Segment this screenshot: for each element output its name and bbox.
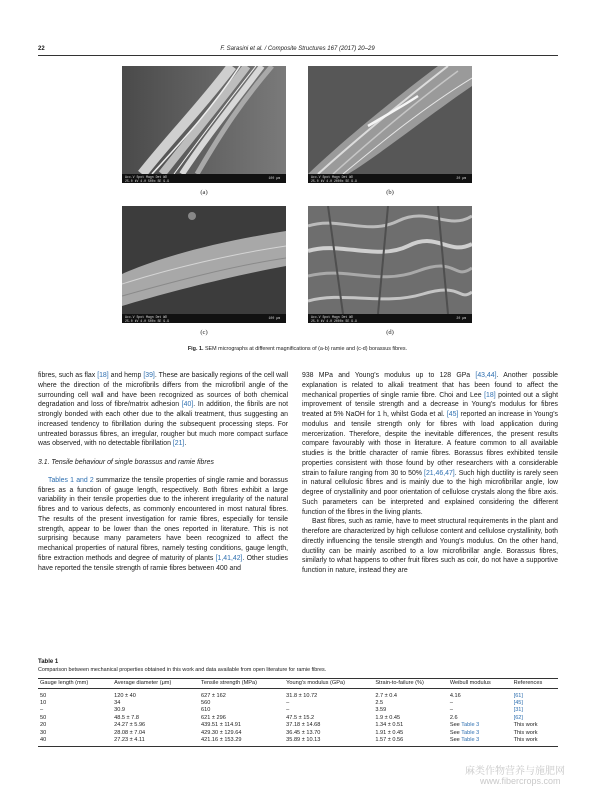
- section-heading: 3.1. Tensile behaviour of single borassus and ramie fibres: [38, 459, 214, 466]
- sem-image-c: Acc.V Spot Magn Det WD 25.0 kV 4.0 500x SE 9.9 100 μm: [122, 206, 286, 323]
- table-cell: 2.5: [375, 700, 384, 707]
- table-cell: 30: [40, 729, 47, 736]
- citation-link[interactable]: [1,41,42]: [215, 554, 243, 562]
- table-1: [38, 678, 558, 747]
- paragraph: Tables 1 and 2 summarize the tensile properties of single ramie and borassus fibres as a function of gauge length, respectively. Both fibres exhibit a large variability in their tensile properties due to the inherent irregularity of the natural fibres and to various defects, as commonly encountered in most natural fibres. The results of the present investigation for ramie fibres, especially for tensile strength, appear to be lower than the ones reported in literature. This is not surprising because many parameters have been recognized to affect the mechanical properties of natural fibres, namely testing conditions, gauge length, fibre extraction methods and degree of maturity of plants [1,41,42]. Other studies have reported the tensile strength of ramie fibres between 400 and: [38, 476, 289, 572]
- table-caption: Comparison between mechanical properties obtained in this work and data available from open literature for ramie fibres.: [38, 667, 327, 673]
- citation-link[interactable]: [40]: [181, 401, 194, 409]
- table-cell: 48.5 ± 7.8: [114, 714, 139, 721]
- table-cell: 30.9: [114, 707, 125, 714]
- table-header-cell: Young’s modulus (GPa): [284, 679, 373, 689]
- table-cell: This work: [513, 722, 538, 729]
- table-cell: This work: [512, 736, 558, 746]
- table-header-cell: Tensile strength (MPa): [199, 679, 284, 689]
- citation-link[interactable]: [21,46,47]: [424, 469, 455, 477]
- scale-bar-label: 100 μm: [268, 176, 280, 180]
- table-cell: 47.5 ± 15.2: [286, 714, 315, 721]
- citation-link[interactable]: [45]: [446, 411, 459, 418]
- table-cell: 4.16: [449, 692, 461, 699]
- scale-bar-label: 100 μm: [268, 316, 280, 320]
- figure-caption: Fig. 1. SEM micrographs at different magnifications of (a-b) ramie and (c-d) borassus fibres.: [187, 346, 408, 352]
- panel-label-d: (d): [386, 329, 394, 336]
- table-reference-link[interactable]: [31]: [513, 707, 523, 714]
- table-cell: –: [40, 707, 44, 714]
- table-row: [38, 736, 558, 746]
- scale-bar-label: 20 μm: [456, 176, 466, 180]
- table-cell: 20: [40, 722, 47, 729]
- panel-label-a: (a): [200, 189, 208, 196]
- table-cell: 35.89 ± 10.13: [284, 736, 373, 746]
- paragraph: 938 MPa and Young’s modulus up to 128 GPa [43,44]. Another possible explanation is related to alkali treatment that has been found to affect the mechanical properties of single ramie fibre. Choi and Lee [18] pointed out a slight improvement of tensile strength and a decrease in Young’s modulus for fibres treated at 5% NaOH for 1 h, whilst Goda et al. [45] reported an increase in Young’s modulus and tensile strength only for fibres with load application during mercerization. Therefore, despite the inevitable differences, the present results compare favourably with those in literature. A feature common to all available studies is the brittle character of ramie fibres. Borassus fibres exhibited tensile properties consistent with those found by other researchers with a considerable strain to failure ranging from 30 to 50% [21,46,47]. Such high ductility is rarely seen in natural cellulosic fibres and is mainly due to the high microfibrillar angle, low degree of crystallinity and poor orientation of cellulose crystals along the fibre axis. Such parameters can be interpreted and explained considering the different function of the fibres in the living plants.: [302, 372, 559, 516]
- table-cell: 1.91 ± 0.45: [375, 729, 404, 736]
- table-cell: 421.16 ± 153.29: [199, 736, 284, 746]
- table-cell: 10: [40, 700, 47, 707]
- scale-bar-label: 20 μm: [456, 316, 466, 320]
- table-cell: 627 ± 162: [201, 692, 226, 699]
- table-cell: See Table 3: [449, 722, 480, 729]
- table-cell: 50: [40, 692, 47, 699]
- table-header-row: [38, 679, 558, 689]
- watermark-text: 麻类作物营养与施肥网: [465, 766, 565, 777]
- table-title: Table 1: [38, 659, 59, 665]
- table-reference-link[interactable]: [62]: [513, 714, 523, 721]
- table-cell: –: [449, 707, 453, 714]
- right-column: [302, 371, 558, 576]
- citation-link[interactable]: Tables 1 and 2: [48, 476, 94, 484]
- table-cell: 24.27 ± 5.96: [114, 722, 146, 729]
- table-header-cell: Average diameter (μm): [112, 679, 199, 689]
- table-row: [38, 699, 558, 706]
- header-rule: [38, 55, 558, 56]
- table-cell: 560: [201, 700, 211, 707]
- table-cell: 3.59: [375, 707, 387, 714]
- table-cell: 36.45 ± 13.70: [286, 729, 321, 736]
- panel-label-c: (c): [200, 329, 208, 336]
- table-link[interactable]: Table 3: [461, 722, 480, 729]
- table-cell: 1.57 ± 0.56: [373, 736, 448, 746]
- panel-label-b: (b): [386, 189, 394, 196]
- sem-image-b: Acc.V Spot Magn Det WD 25.0 kV 4.0 2000x SE 9.9 20 μm: [308, 66, 472, 183]
- table-cell: 621 ± 296: [201, 714, 226, 721]
- table-reference-link[interactable]: [45]: [513, 700, 523, 707]
- table-cell: See Table 3: [449, 729, 480, 736]
- table-cell: See Table 3: [448, 736, 512, 746]
- citation-link[interactable]: [18]: [484, 391, 496, 399]
- table-cell: 429.30 ± 129.64: [201, 729, 242, 736]
- sem-image-a: Acc.V Spot Magn Det WD 25.0 kV 4.0 500x SE 9.9 100 μm: [122, 66, 286, 183]
- citation-link[interactable]: [39]: [143, 372, 155, 379]
- table-row: [38, 689, 558, 700]
- table-cell: 28.08 ± 7.04: [114, 729, 146, 736]
- table-reference-link[interactable]: [61]: [513, 692, 523, 699]
- table-cell: 50: [40, 714, 47, 721]
- page-number: 22: [38, 46, 45, 52]
- table-link[interactable]: Table 3: [461, 737, 480, 744]
- table-cell: 37.18 ± 14.68: [286, 722, 321, 729]
- citation-link[interactable]: [18]: [97, 372, 109, 379]
- table-cell: 40: [38, 736, 112, 746]
- table-cell: 2.7 ± 0.4: [375, 692, 398, 699]
- table-header-cell: Strain-to-failure (%): [373, 679, 448, 689]
- table-cell: This work: [513, 729, 538, 736]
- table-cell: 610: [201, 707, 211, 714]
- citation-link[interactable]: [21]: [172, 440, 185, 448]
- table-header-cell: Gauge length (mm): [38, 679, 112, 689]
- table-cell: 1.34 ± 0.51: [375, 722, 404, 729]
- table-row: [38, 714, 558, 721]
- table-cell: –: [449, 700, 453, 707]
- paragraph: fibres, such as flax [18] and hemp [39]. These are basically regions of the cell wall where the direction of the microfibrils differs from the microfibril angle of the surrounding cell wall and have been recognized as sources of both chemical degradation and loss of fibre/matrix adhesion [40]. In addition, the fibrils are not strongly bonded with each other due to the alkali treatment, thus suggesting an increased tendency to fibrillation during the subsequent processing steps. For untreated borassus fibres, an irregular, rougher but much more compact surface was observed, with no detectable fibrillation [21].: [38, 372, 289, 448]
- watermark-url: www.fibercrops.com: [480, 776, 561, 786]
- table-cell: 34: [114, 700, 121, 707]
- journal-header: F. Sarasini et al. / Composite Structures 167 (2017) 20–29: [220, 46, 375, 52]
- table-cell: 2.6: [449, 714, 458, 721]
- table-cell: 120 ± 40: [114, 692, 136, 699]
- table-cell: 31.8 ± 10.72: [286, 692, 318, 699]
- table-cell: 1.9 ± 0.45: [375, 714, 401, 721]
- table-cell: –: [286, 707, 290, 714]
- table-header-cell: References: [512, 679, 558, 689]
- table-cell: –: [286, 700, 290, 707]
- left-column: [38, 371, 288, 573]
- table-row: [38, 707, 558, 714]
- table-cell: 439.51 ± 114.91: [201, 722, 242, 729]
- table-cell: 27.23 ± 4.11: [112, 736, 199, 746]
- table-header-cell: Weibull modulus: [448, 679, 512, 689]
- paragraph: Bast fibres, such as ramie, have to meet structural requirements in the plant and therefore are characterized by high cellulose content and cellulose crystallinity, both directly influencing the tensile strength and Young’s modulus. On the other hand, ductility can be mainly ascribed to a low microfibrillar angle. Borassus fibres, similarly to what happens to other fruit fibres such as coir, do not have a supportive function in nature, instead they are: [302, 518, 558, 574]
- citation-link[interactable]: [43,44]: [475, 372, 497, 379]
- table-row: [38, 729, 558, 736]
- sem-image-d: Acc.V Spot Magn Det WD 25.0 kV 4.0 2000x SE 9.9 20 μm: [308, 206, 472, 323]
- table-link[interactable]: Table 3: [461, 729, 480, 736]
- table-row: [38, 722, 558, 729]
